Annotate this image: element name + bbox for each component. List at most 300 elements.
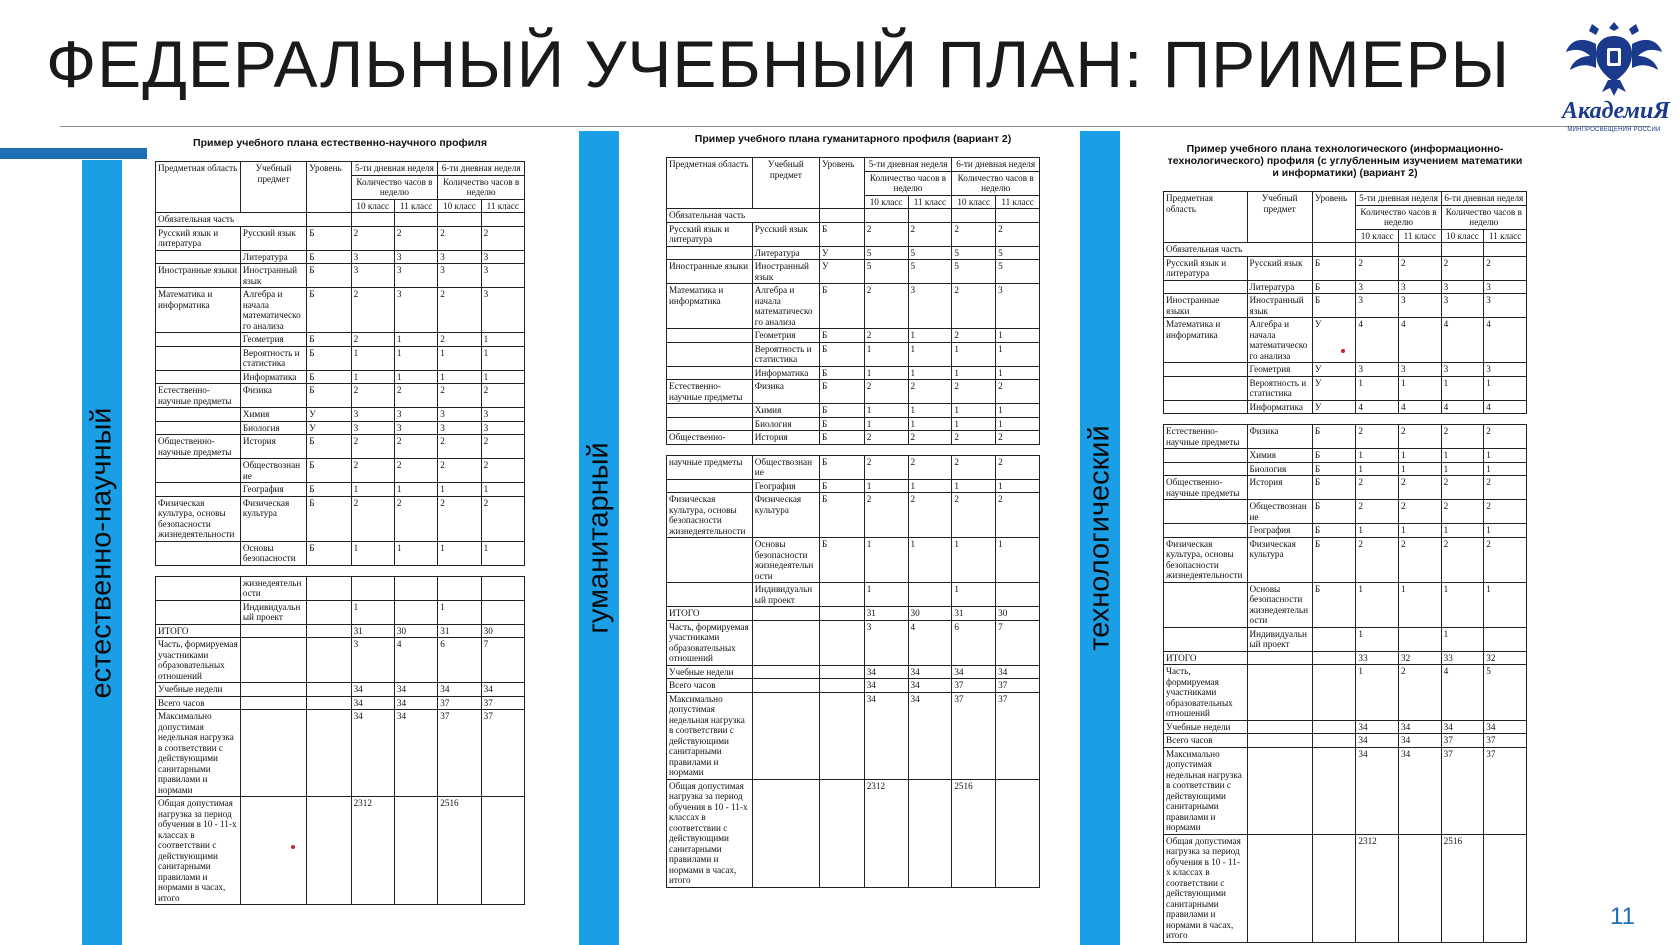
table-cell: 2 <box>908 431 952 445</box>
table-cell <box>240 797 306 905</box>
table-cell: 7 <box>481 638 524 683</box>
table-cell <box>1247 651 1312 665</box>
table-cell: Литература <box>1247 280 1312 294</box>
header-row <box>1164 192 1527 206</box>
table-cell: 34 <box>864 679 908 693</box>
table-row <box>156 421 525 435</box>
table-cell: 1 <box>996 417 1040 431</box>
table-cell: Физическая культура <box>240 496 306 541</box>
table-cell: Б <box>819 538 864 583</box>
table-cell: 2 <box>1484 256 1527 280</box>
table-cell <box>1164 582 1248 627</box>
table-cell <box>1164 524 1248 538</box>
table-cell: Общая допустимая нагрузка за период обучения в 10 - 11-х классах в соответствии с действующими санитарными правилами и нормами в часах, итого <box>156 797 241 905</box>
header-grade: 11 класс <box>1484 229 1527 243</box>
table-cell <box>438 576 481 600</box>
table-cell: 34 <box>1399 747 1442 834</box>
table-cell: 34 <box>864 665 908 679</box>
table-cell: 34 <box>351 710 394 797</box>
table-cell: Биология <box>752 417 819 431</box>
table-cell: 2 <box>1356 500 1399 524</box>
table-cell <box>1484 243 1527 257</box>
table-cell: 2 <box>952 455 996 479</box>
table-cell: Иностранный язык <box>752 260 819 284</box>
table-row <box>1164 582 1527 627</box>
table-cell: 2 <box>438 333 481 347</box>
table-cell <box>667 246 753 260</box>
table-row <box>1164 256 1527 280</box>
table-cell <box>1484 834 1527 942</box>
accent-bar <box>0 148 147 159</box>
table-cell: 5 <box>952 260 996 284</box>
table-cell: 1 <box>996 366 1040 380</box>
header-grade: 11 класс <box>996 195 1040 209</box>
table-cell: 3 <box>1399 280 1442 294</box>
table-cell <box>240 638 306 683</box>
table-cell: 2 <box>394 459 437 483</box>
table-cell <box>1164 500 1248 524</box>
section-heading: Обязательная часть <box>156 213 307 227</box>
table-cell: Всего часов <box>1164 734 1248 748</box>
table-cell <box>752 679 819 693</box>
table-cell: У <box>1312 363 1356 377</box>
table-cell <box>819 692 864 779</box>
table-cell: 2 <box>1356 537 1399 582</box>
table-cell: Б <box>1312 449 1356 463</box>
table-row <box>156 346 525 370</box>
table-cell: Б <box>307 264 351 288</box>
table-cell: 3 <box>394 408 437 422</box>
curriculum-table <box>1163 191 1527 414</box>
curriculum-table <box>666 455 1040 888</box>
red-marker <box>291 845 295 849</box>
header-week6: 6-ти дневная неделя <box>952 158 1040 172</box>
table-row <box>1164 500 1527 524</box>
table-row <box>1164 280 1527 294</box>
table-cell: 1 <box>481 333 524 347</box>
table-cell: 1 <box>864 538 908 583</box>
table-cell: 1 <box>1356 665 1399 721</box>
table-cell: Индивидуальн ый проект <box>752 583 819 607</box>
table-cell: Б <box>819 493 864 538</box>
profile-label-text: естественно-научный <box>85 406 118 699</box>
table-row <box>156 797 525 905</box>
table-cell: 2 <box>438 496 481 541</box>
table-cell: 2 <box>952 493 996 538</box>
table-cell: Б <box>819 455 864 479</box>
table-cell: Обществознан ие <box>240 459 306 483</box>
table-row <box>1164 720 1527 734</box>
table-cell: Алгебра и начала математическо го анализа <box>240 288 306 333</box>
table-row <box>156 638 525 683</box>
table-cell: Всего часов <box>156 696 241 710</box>
table-cell: Б <box>819 366 864 380</box>
table-cell: 2 <box>952 284 996 329</box>
table-cell: Б <box>1312 256 1356 280</box>
table-cell: 34 <box>481 683 524 697</box>
table-cell: Физика <box>240 384 306 408</box>
table-cell: 2 <box>394 496 437 541</box>
table-cell: 1 <box>908 538 952 583</box>
table-cell <box>819 679 864 693</box>
table-cell: 34 <box>996 665 1040 679</box>
table-cell <box>1247 720 1312 734</box>
table-cell: 1 <box>1441 524 1484 538</box>
table-cell: 2 <box>394 384 437 408</box>
table-cell: Математика и информатика <box>667 284 753 329</box>
table-cell <box>240 696 306 710</box>
table-cell: 1 <box>351 600 394 624</box>
table-cell: Русский язык <box>240 226 306 250</box>
table-cell: 2 <box>1399 425 1442 449</box>
table-cell: 7 <box>996 620 1040 665</box>
table-cell: 1 <box>996 538 1040 583</box>
table-cell: 1 <box>438 346 481 370</box>
table-cell <box>307 624 351 638</box>
table-row <box>667 246 1040 260</box>
table-cell: 5 <box>1484 665 1527 721</box>
table-cell: 2 <box>1399 500 1442 524</box>
table-cell: 2 <box>864 431 908 445</box>
header-hours: Количество часов в неделю <box>351 175 438 199</box>
table-cell: 1 <box>1441 462 1484 476</box>
table-cell: Учебные недели <box>156 683 241 697</box>
table-cell: Б <box>307 459 351 483</box>
table-cell: 2312 <box>351 797 394 905</box>
table-cell: 1 <box>864 342 908 366</box>
table-cell: 1 <box>1399 462 1442 476</box>
table-cell <box>307 600 351 624</box>
table-cell: 1 <box>864 417 908 431</box>
table-cell: 2 <box>394 435 437 459</box>
header-subject-area: Предметная область <box>156 162 241 213</box>
header-subject: Учебный предмет <box>752 158 819 209</box>
table-cell: 2 <box>481 459 524 483</box>
table-row <box>156 576 525 600</box>
table-cell: 34 <box>952 665 996 679</box>
table-cell: 34 <box>438 683 481 697</box>
table-cell <box>156 250 241 264</box>
table-cell: 2 <box>481 226 524 250</box>
table-cell: 34 <box>864 692 908 779</box>
table-cell: Б <box>1312 524 1356 538</box>
table-cell: Часть, формируемая участниками образовательных отношений <box>156 638 241 683</box>
header-subject: Учебный предмет <box>240 162 306 213</box>
table-cell: 37 <box>481 696 524 710</box>
table-cell: 1 <box>481 370 524 384</box>
table-cell <box>156 600 241 624</box>
header-week5: 5-ти дневная неделя <box>351 162 438 176</box>
table-cell <box>908 583 952 607</box>
table-cell: 31 <box>952 607 996 621</box>
table-cell: 37 <box>1441 747 1484 834</box>
table-cell <box>1164 449 1248 463</box>
table-row <box>1164 537 1527 582</box>
table-cell: Русский язык и литература <box>667 222 753 246</box>
table-row <box>156 264 525 288</box>
table-cell: Алгебра и начала математическо го анализа <box>1247 318 1312 363</box>
plan-caption: Пример учебного плана гуманитарного профиля (вариант 2) <box>694 133 1012 145</box>
table-cell: 2 <box>1441 256 1484 280</box>
table-cell: 4 <box>1484 318 1527 363</box>
table-cell <box>1164 280 1248 294</box>
table-cell: 3 <box>1484 294 1527 318</box>
table-cell: Иностранные языки <box>156 264 241 288</box>
table-cell: 4 <box>1356 318 1399 363</box>
table-cell: 1 <box>394 346 437 370</box>
header-grade: 10 класс <box>438 199 481 213</box>
table-cell: 1 <box>996 479 1040 493</box>
table-cell: 1 <box>438 541 481 565</box>
table-cell: 2 <box>438 288 481 333</box>
table-cell: 2 <box>996 222 1040 246</box>
table-cell: 3 <box>394 288 437 333</box>
table-cell: Б <box>1312 582 1356 627</box>
table-cell <box>819 209 864 223</box>
header-subject: Учебный предмет <box>1247 192 1312 243</box>
table-cell: 3 <box>908 284 952 329</box>
table-cell <box>819 620 864 665</box>
table-cell: Б <box>819 329 864 343</box>
table-cell <box>1399 627 1442 651</box>
table-cell: 2 <box>952 329 996 343</box>
header-subject-area: Предметная область <box>1164 192 1248 243</box>
table-cell: 34 <box>1441 720 1484 734</box>
table-row <box>156 496 525 541</box>
double-headed-eagle-icon <box>1562 14 1666 106</box>
table-cell: Б <box>307 435 351 459</box>
table-row <box>667 493 1040 538</box>
table-cell: 1 <box>1441 627 1484 651</box>
table-cell: 3 <box>481 408 524 422</box>
table-cell <box>307 638 351 683</box>
table-cell: Б <box>307 496 351 541</box>
table-cell: 34 <box>351 683 394 697</box>
table-cell: 2 <box>864 493 908 538</box>
table-cell: Русский язык <box>1247 256 1312 280</box>
table-cell: 1 <box>1484 582 1527 627</box>
table-cell: Основы безопасности жизнедеятельн ости <box>1247 582 1312 627</box>
table-row <box>667 222 1040 246</box>
table-cell: 34 <box>1484 720 1527 734</box>
table-row <box>1164 294 1527 318</box>
table-row <box>667 779 1040 887</box>
table-cell: 2 <box>996 380 1040 404</box>
table-cell: Б <box>819 284 864 329</box>
header-grade: 10 класс <box>1356 229 1399 243</box>
table-row <box>156 213 525 227</box>
table-cell <box>667 404 753 418</box>
table-cell <box>1312 734 1356 748</box>
table-cell: 2 <box>351 459 394 483</box>
table-cell: Б <box>307 333 351 347</box>
table-cell: 3 <box>351 421 394 435</box>
table-cell <box>667 366 753 380</box>
table-cell: Естественно-научные предметы <box>667 380 753 404</box>
table-cell: 3 <box>1399 294 1442 318</box>
table-row <box>156 250 525 264</box>
table-cell: Учебные недели <box>1164 720 1248 734</box>
table-cell: Максимально допустимая недельная нагрузка в соответствии с действующими санитарными правилами и нормами <box>667 692 753 779</box>
table-cell <box>156 370 241 384</box>
table-row <box>1164 462 1527 476</box>
table-cell <box>752 779 819 887</box>
table-cell <box>752 665 819 679</box>
table-cell: 1 <box>1356 462 1399 476</box>
table-cell <box>1164 462 1248 476</box>
table-cell: 2 <box>351 226 394 250</box>
table-cell: Основы безопасности жизнедеятельн ости <box>752 538 819 583</box>
table-cell: 1 <box>952 583 996 607</box>
table-cell: География <box>240 483 306 497</box>
table-row <box>1164 376 1527 400</box>
table-cell: Обществознан ие <box>1247 500 1312 524</box>
table-row <box>1164 363 1527 377</box>
curriculum-table <box>155 576 525 906</box>
table-cell: 2 <box>481 496 524 541</box>
table-cell: 37 <box>481 710 524 797</box>
table-cell <box>1356 243 1399 257</box>
table-cell: Б <box>307 346 351 370</box>
table-cell: 2 <box>952 431 996 445</box>
plan-caption: Пример учебного плана естественно-научного профиля <box>193 137 487 149</box>
table-row <box>1164 747 1527 834</box>
table-cell <box>1484 627 1527 651</box>
table-cell: Общественно- <box>667 431 753 445</box>
header-subject-area: Предметная область <box>667 158 753 209</box>
header-week5: 5-ти дневная неделя <box>1356 192 1441 206</box>
table-cell: 3 <box>1441 294 1484 318</box>
table-cell: Индивидуальн ый проект <box>1247 627 1312 651</box>
table-cell <box>667 342 753 366</box>
table-cell: Вероятность и статистика <box>752 342 819 366</box>
table-cell <box>307 576 351 600</box>
table-cell: 1 <box>1356 524 1399 538</box>
header-grade: 11 класс <box>908 195 952 209</box>
table-cell: 4 <box>394 638 437 683</box>
table-cell: 3 <box>1356 363 1399 377</box>
table-cell: Б <box>819 417 864 431</box>
header-hours: Количество часов в неделю <box>438 175 525 199</box>
table-cell: 1 <box>908 342 952 366</box>
table-cell: 2 <box>1484 425 1527 449</box>
table-row <box>1164 243 1527 257</box>
table-cell <box>819 779 864 887</box>
header-hours: Количество часов в неделю <box>864 171 952 195</box>
table-row <box>156 333 525 347</box>
table-cell: 34 <box>394 683 437 697</box>
table-cell: Иностранные языки <box>667 260 753 284</box>
table-cell: Химия <box>240 408 306 422</box>
table-cell: 3 <box>351 250 394 264</box>
table-cell: 1 <box>438 483 481 497</box>
table-cell: Информатика <box>752 366 819 380</box>
table-cell: 1 <box>1484 462 1527 476</box>
table-cell: Б <box>307 288 351 333</box>
table-cell: 3 <box>394 264 437 288</box>
table-row <box>156 288 525 333</box>
header-grade: 10 класс <box>351 199 394 213</box>
table-cell: 1 <box>481 541 524 565</box>
table-cell: 6 <box>952 620 996 665</box>
table-row <box>156 483 525 497</box>
table-cell: Русский язык и литература <box>1164 256 1248 280</box>
table-row <box>1164 476 1527 500</box>
table-cell: 2 <box>996 455 1040 479</box>
table-cell: 2 <box>394 226 437 250</box>
table-cell: 5 <box>952 246 996 260</box>
table-cell <box>667 538 753 583</box>
table-cell <box>752 607 819 621</box>
table-cell: 1 <box>1399 524 1442 538</box>
curriculum-plan-technological <box>1163 143 1527 943</box>
table-row <box>156 600 525 624</box>
table-cell: У <box>1312 400 1356 414</box>
table-cell: 4 <box>1441 400 1484 414</box>
table-cell: 2 <box>1484 500 1527 524</box>
table-cell: У <box>1312 376 1356 400</box>
page-number: 11 <box>1610 903 1635 930</box>
table-cell <box>481 213 524 227</box>
table-row <box>667 260 1040 284</box>
table-row <box>667 692 1040 779</box>
table-cell: 33 <box>1441 651 1484 665</box>
table-cell: 1 <box>864 583 908 607</box>
table-cell: География <box>752 479 819 493</box>
table-cell: 2 <box>351 333 394 347</box>
table-cell <box>996 779 1040 887</box>
table-cell <box>908 209 952 223</box>
table-cell: 1 <box>1441 449 1484 463</box>
table-cell: 34 <box>1399 734 1442 748</box>
table-cell: 2 <box>908 493 952 538</box>
table-cell: 2 <box>1356 425 1399 449</box>
table-row <box>1164 400 1527 414</box>
table-cell: Литература <box>752 246 819 260</box>
table-row <box>667 583 1040 607</box>
table-cell: 34 <box>351 696 394 710</box>
table-cell: 1 <box>351 370 394 384</box>
table-row <box>156 370 525 384</box>
table-cell: 2 <box>351 496 394 541</box>
table-cell: Часть, формируемая участниками образовательных отношений <box>667 620 753 665</box>
table-cell: 2 <box>1484 476 1527 500</box>
header-week5: 5-ти дневная неделя <box>864 158 952 172</box>
table-cell: 5 <box>996 260 1040 284</box>
table-cell <box>481 576 524 600</box>
table-cell <box>156 541 241 565</box>
table-cell <box>952 209 996 223</box>
table-cell: 2 <box>438 459 481 483</box>
header-grade: 11 класс <box>1399 229 1442 243</box>
table-cell: 4 <box>1399 400 1442 414</box>
table-cell: 1 <box>1441 582 1484 627</box>
table-cell: Индивидуальн ый проект <box>240 600 306 624</box>
table-cell: Физическая культура <box>1247 537 1312 582</box>
curriculum-plan-natural-science <box>155 137 525 905</box>
table-cell: Вероятность и статистика <box>1247 376 1312 400</box>
table-cell: 2 <box>1399 476 1442 500</box>
table-cell: 37 <box>438 710 481 797</box>
table-cell: 2 <box>351 384 394 408</box>
table-cell: 1 <box>1356 449 1399 463</box>
table-cell: 1 <box>952 404 996 418</box>
table-cell: 3 <box>438 250 481 264</box>
table-cell: Б <box>1312 500 1356 524</box>
table-cell <box>394 213 437 227</box>
table-cell <box>394 600 437 624</box>
table-cell <box>1247 834 1312 942</box>
